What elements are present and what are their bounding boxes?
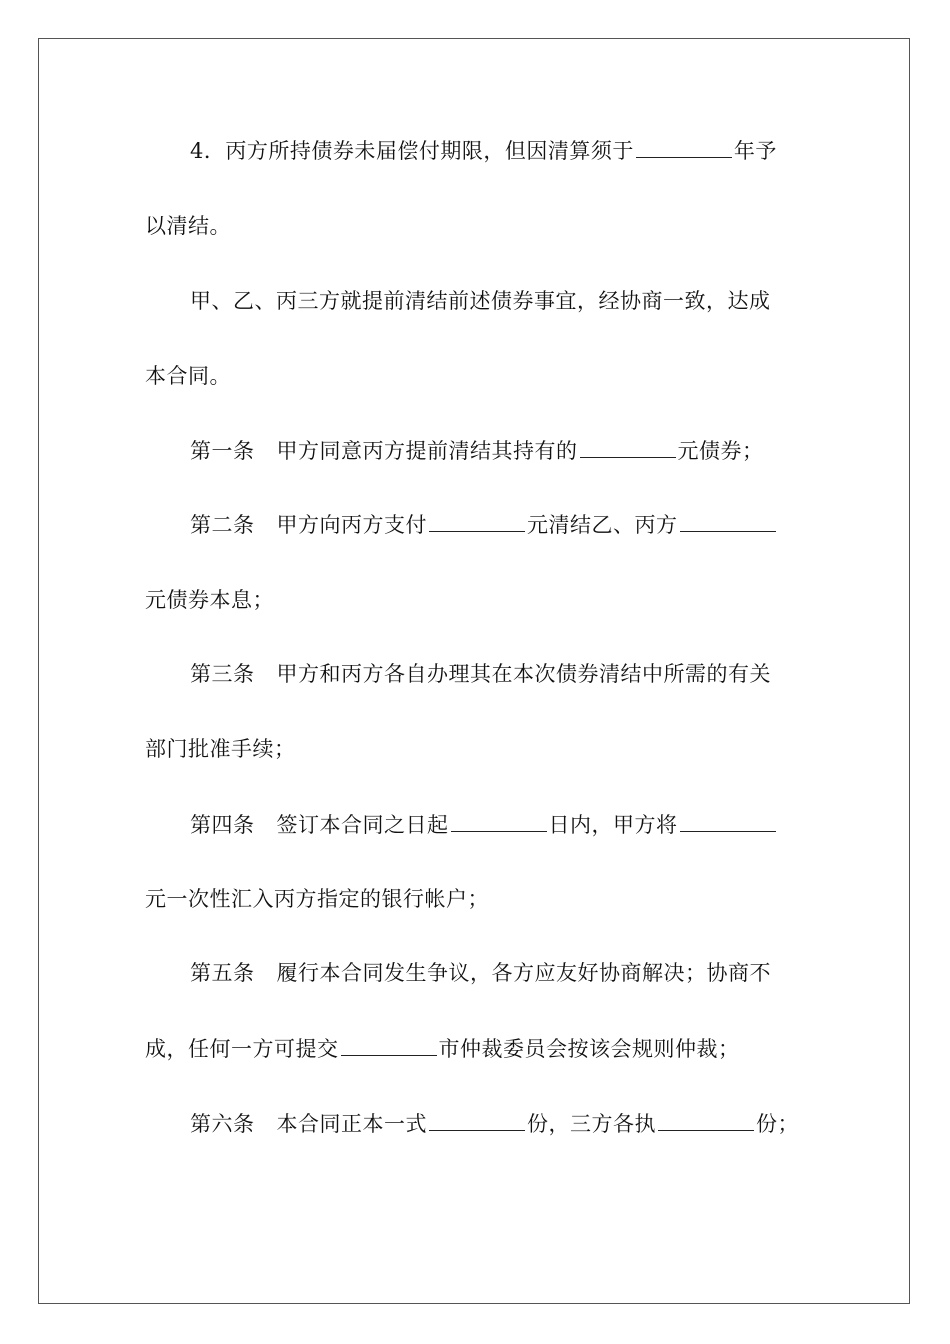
para1-line1 <box>190 136 850 166</box>
article-5-title: 第五条 <box>190 961 255 985</box>
article-1-text: 甲方同意丙方提前清结其持有的 <box>276 439 578 463</box>
para2-line2: 本合同。 <box>145 364 231 388</box>
article-3 <box>190 659 850 689</box>
article-2-text-mid: 元清结乙、丙方 <box>527 513 678 537</box>
article-6-title: 第六条 <box>190 1112 255 1136</box>
principal-interest-blank[interactable] <box>680 511 776 532</box>
para1-text: 4．丙方所持债券未届偿付期限，但因清算须于 <box>190 139 634 163</box>
article-5-line2 <box>145 1034 805 1064</box>
article-5 <box>190 958 850 988</box>
copies-each-blank[interactable] <box>658 1110 754 1131</box>
copies-total-blank[interactable] <box>429 1110 525 1131</box>
para1-text-end: 年予 <box>733 139 777 163</box>
bond-amount-blank[interactable] <box>580 437 676 458</box>
article-5-line2-text: 成，任何一方可提交 <box>145 1037 339 1061</box>
article-1 <box>190 436 850 466</box>
article-6-text-mid: 份，三方各执 <box>527 1112 656 1136</box>
para1-line2: 以清结。 <box>145 214 231 238</box>
article-2-text: 甲方向丙方支付 <box>276 513 427 537</box>
article-5-line2-end: 市仲裁委员会按该会规则仲裁； <box>438 1037 740 1061</box>
article-5-text: 履行本合同发生争议，各方应友好协商解决；协商不 <box>276 961 771 985</box>
article-3-title: 第三条 <box>190 662 255 686</box>
payment-amount-blank[interactable] <box>429 511 525 532</box>
article-6-text: 本合同正本一式 <box>276 1112 427 1136</box>
article-3-text: 甲方和丙方各自办理其在本次债券清结中所需的有关 <box>276 662 771 686</box>
article-1-title: 第一条 <box>190 439 255 463</box>
article-4-title: 第四条 <box>190 813 255 837</box>
article-4-line2: 元一次性汇入丙方指定的银行帐户； <box>145 887 489 911</box>
article-4 <box>190 810 850 840</box>
article-3-line2: 部门批准手续； <box>145 737 296 761</box>
year-blank[interactable] <box>636 137 732 158</box>
article-4-text-mid: 日内，甲方将 <box>548 813 678 837</box>
article-2-line2: 元债券本息； <box>145 588 274 612</box>
article-6 <box>190 1109 850 1139</box>
article-4-text: 签订本合同之日起 <box>276 813 449 837</box>
days-blank[interactable] <box>451 811 547 832</box>
article-1-text-end: 元债券； <box>677 439 764 463</box>
transfer-amount-blank[interactable] <box>680 811 776 832</box>
article-2-title: 第二条 <box>190 513 255 537</box>
para2-line1: 甲、乙、丙三方就提前清结前述债券事宜，经协商一致，达成 <box>190 289 771 313</box>
article-2 <box>190 510 850 540</box>
arbitration-city-blank[interactable] <box>341 1035 437 1056</box>
article-6-text-end: 份； <box>756 1112 799 1136</box>
